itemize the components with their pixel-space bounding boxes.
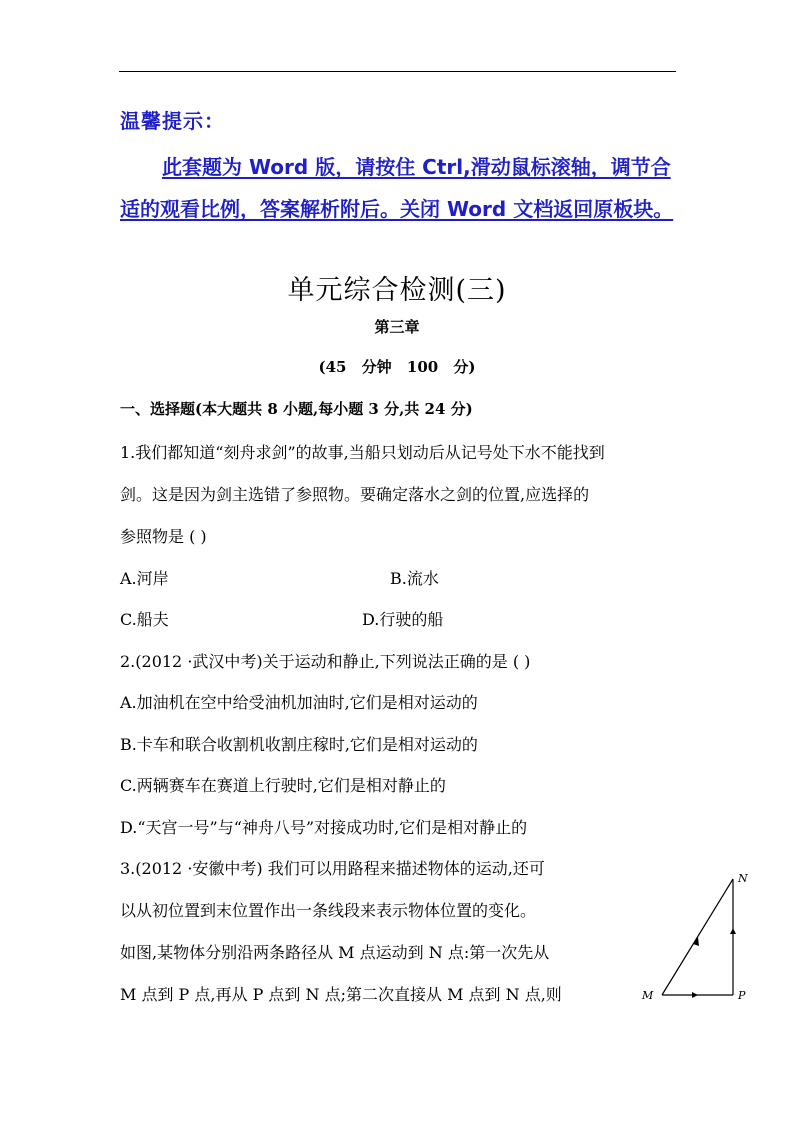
arrow-pn <box>730 928 736 934</box>
segment-mn <box>662 879 733 995</box>
arrow-mp <box>692 992 698 998</box>
q3-line2: 以从初位置到末位置作出一条线段来表示物体位置的变化。 <box>120 901 537 920</box>
tip-heading: 温馨提示： <box>120 109 225 133</box>
label-m: M <box>642 989 654 1002</box>
q2-option-c: C.两辆赛车在赛道上行驶时,它们是相对静止的 <box>120 776 446 795</box>
q3-line3: 如图,某物体分别沿两条路径从 M 点运动到 N 点:第一次先从 <box>120 943 550 962</box>
q2-option-a: A.加油机在空中给受油机加油时,它们是相对运动的 <box>120 693 478 712</box>
page-title: 单元综合检测(三) <box>287 275 507 306</box>
q1-option-c: C.船夫 <box>120 610 169 629</box>
q1-line1: 1.我们都知道“刻舟求剑”的故事,当船只划动后从记号处下水不能找到 <box>120 443 605 462</box>
path-diagram <box>636 868 756 1008</box>
chapter-label: 第三章 <box>374 318 420 336</box>
tip-body <box>120 146 680 230</box>
q1-line2: 剑。这是因为剑主选错了参照物。要确定落水之剑的位置,应选择的 <box>120 485 590 504</box>
q1-line3: 参照物是 ( ) <box>120 527 207 546</box>
q2-stem: 2.(2012 ·武汉中考)关于运动和静止,下列说法正确的是 ( ) <box>120 652 531 671</box>
time-score: (45 分钟 100 分) <box>318 358 476 376</box>
label-n: N <box>738 872 748 885</box>
q2-option-d: D.“天宫一号”与“神舟八号”对接成功时,它们是相对静止的 <box>120 818 528 837</box>
q1-option-d: D.行驶的船 <box>362 610 444 629</box>
q3-line1: 3.(2012 ·安徽中考) 我们可以用路程来描述物体的运动,还可 <box>120 859 545 878</box>
q3-line4: M 点到 P 点,再从 P 点到 N 点;第二次直接从 M 点到 N 点,则 <box>120 985 562 1004</box>
header-rule <box>119 71 676 72</box>
label-p: P <box>738 989 746 1002</box>
q2-option-b: B.卡车和联合收割机收割庄稼时,它们是相对运动的 <box>120 735 478 754</box>
q1-option-b: B.流水 <box>390 569 439 588</box>
section-heading: 一、选择题(本大题共 8 小题,每小题 3 分,共 24 分) <box>120 400 473 418</box>
q1-option-a: A.河岸 <box>120 569 169 588</box>
tip-text: 此套题为 Word 版，请按住 Ctrl,滑动鼠标滚轴，调节合适的观看比例，答案解析附后。关闭 Word 文档返回原板块。 <box>120 155 674 221</box>
